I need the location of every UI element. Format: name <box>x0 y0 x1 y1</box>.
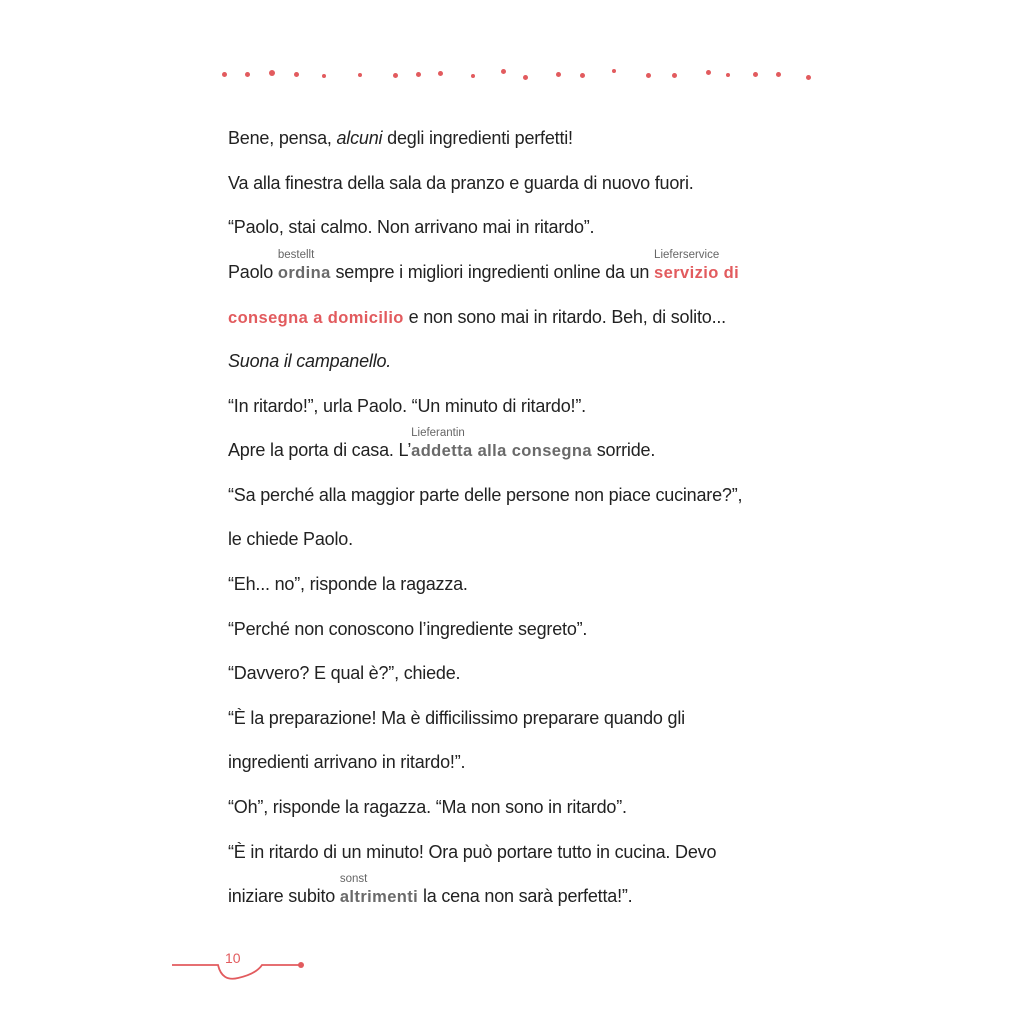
text-line: “Sa perché alla maggior parte delle persone non piace cucinare?”, <box>228 485 743 505</box>
emphasis-text: alcuni <box>336 128 383 148</box>
text-line: “È la preparazione! Ma è difficilissimo preparare quando gli <box>228 708 685 728</box>
dot-ornament <box>580 73 585 78</box>
vocab-word-addetta: Lieferantin addetta alla consegna <box>411 440 592 462</box>
text-line: Bene, pensa, alcuni degli ingredienti perfetti! <box>228 128 573 148</box>
text-line: “Eh... no”, risponde la ragazza. <box>228 574 468 594</box>
dot-ornament <box>501 69 506 74</box>
dot-ornament <box>438 71 443 76</box>
text-line: iniziare subito sonst altrimenti la cena non sarà perfetta!”. <box>228 885 632 908</box>
text-line: consegna a domicilio e non sono mai in ritardo. Beh, di solito... <box>228 307 726 327</box>
translation-gloss: Lieferservice <box>654 249 720 261</box>
vocab-word-servizio: Lieferservice servizio di <box>654 262 739 284</box>
text-line: “In ritardo!”, urla Paolo. “Un minuto di ritardo!”. <box>228 396 586 416</box>
dot-ornament <box>358 73 362 77</box>
text-line: “È in ritardo di un minuto! Ora può portare tutto in cucina. Devo <box>228 842 717 862</box>
dot-ornament <box>806 75 811 80</box>
dot-ornament <box>322 74 326 78</box>
text-line: “Paolo, stai calmo. Non arrivano mai in ritardo”. <box>228 217 595 237</box>
text-line: “Davvero? E qual è?”, chiede. <box>228 663 461 683</box>
emphasis-text: Suona il campanello. <box>228 351 392 371</box>
text-line: ingredienti arrivano in ritardo!”. <box>228 752 466 772</box>
page-footer <box>0 930 1024 1000</box>
dot-ornament <box>706 70 711 75</box>
dot-ornament <box>776 72 781 77</box>
text-line <box>228 350 391 372</box>
dot-ornament <box>416 72 421 77</box>
footer-ornament-icon <box>0 930 320 990</box>
dot-ornament <box>471 74 475 78</box>
vocab-word-altrimenti: sonst altrimenti <box>340 886 418 908</box>
text-line: Apre la porta di casa. L’ Lieferantin addetta alla consegna sorride. <box>228 439 655 462</box>
dot-ornament <box>222 72 227 77</box>
text-line: Va alla finestra della sala da pranzo e guarda di nuovo fuori. <box>228 173 694 193</box>
text-line: le chiede Paolo. <box>228 529 353 549</box>
dot-ornament <box>393 73 398 78</box>
dot-ornament <box>672 73 677 78</box>
dot-ornament <box>612 69 616 73</box>
vocab-word-consegna: consegna a domicilio <box>228 309 404 327</box>
translation-gloss: bestellt <box>277 249 315 261</box>
dot-ornament <box>245 72 250 77</box>
text-line: Paolo bestellt ordina sempre i migliori ingredienti online da un Lieferservice servizio di <box>228 261 739 284</box>
dot-ornament <box>523 75 528 80</box>
text-line: “Oh”, risponde la ragazza. “Ma non sono in ritardo”. <box>228 797 627 817</box>
text-line: “Perché non conoscono l’ingrediente segreto”. <box>228 619 588 639</box>
translation-gloss: sonst <box>339 873 368 885</box>
page-number: 10 <box>225 950 241 966</box>
dot-ornament <box>556 72 561 77</box>
dot-row-ornament <box>0 0 1024 100</box>
dot-ornament <box>726 73 730 77</box>
vocab-word-ordina: bestellt ordina <box>278 262 331 284</box>
dot-ornament <box>269 70 275 76</box>
dot-ornament <box>294 72 299 77</box>
dot-ornament <box>753 72 758 77</box>
dot-ornament <box>646 73 651 78</box>
translation-gloss: Lieferantin <box>411 427 465 439</box>
